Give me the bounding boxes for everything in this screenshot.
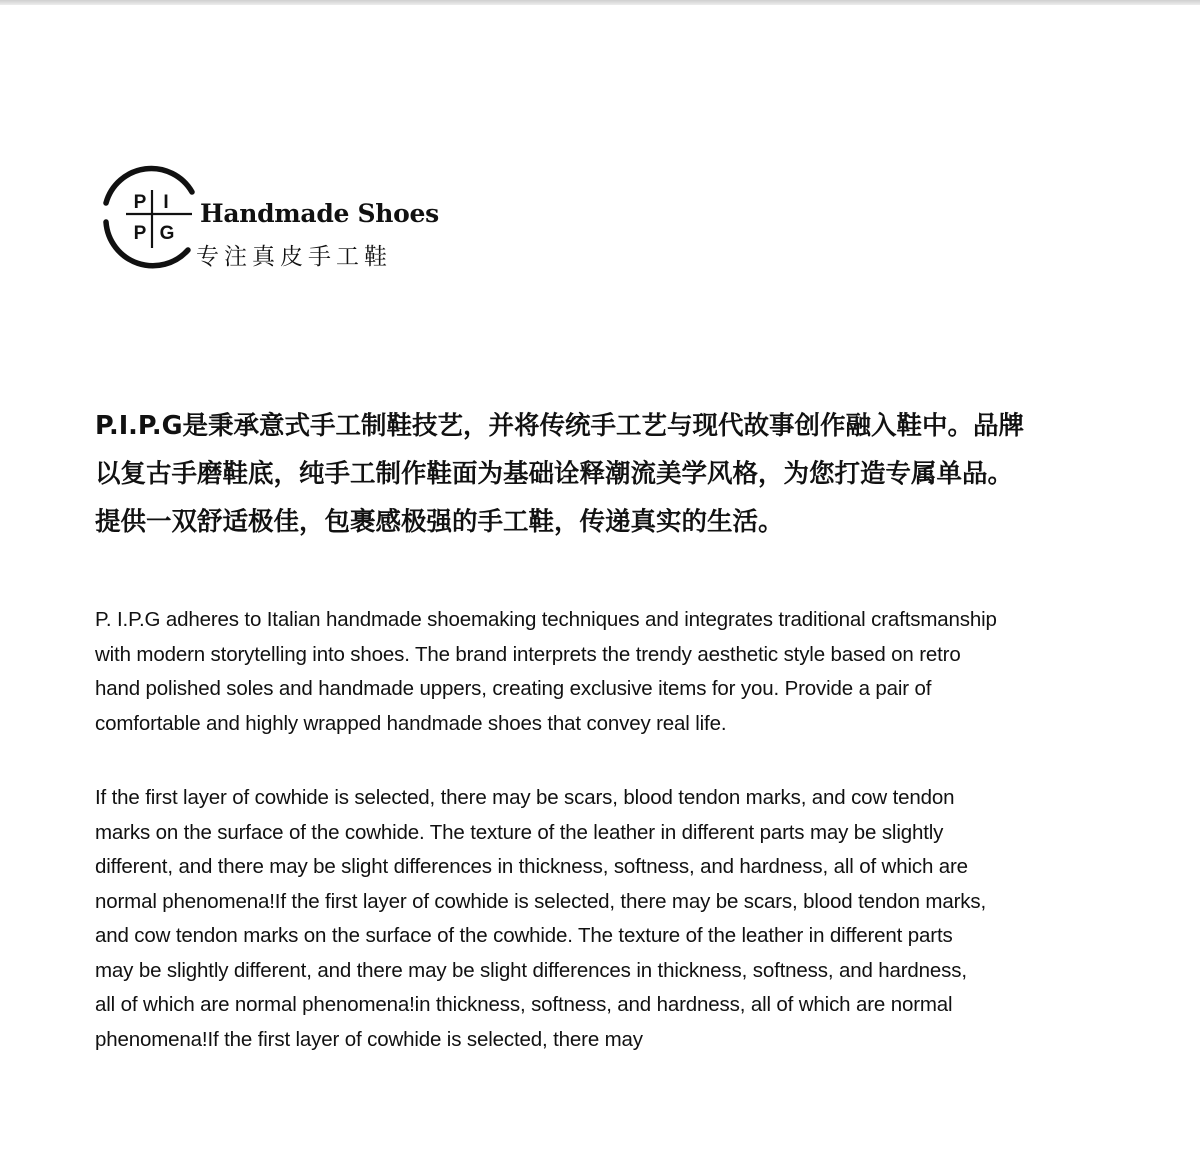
logo-ring-bottom <box>106 222 188 266</box>
top-border <box>0 0 1200 5</box>
paragraph-line: may be slightly different, and there may be slight differences in thickness, softness, and hardness, <box>95 958 967 982</box>
paragraph-line: P.I.P.G是秉承意式手工制鞋技艺，并将传统手工艺与现代故事创作融入鞋中。品牌 <box>95 411 1024 441</box>
logo-letter-g: G <box>159 223 175 244</box>
logo-subtitle: 专注真皮手工鞋 <box>196 244 392 270</box>
leather-note-paragraph <box>95 781 1105 1057</box>
paragraph-line: normal phenomena!If the first layer of cowhide is selected, there may be scars, blood tendon marks, <box>95 889 987 913</box>
paragraph-line: and cow tendon marks on the surface of the cowhide. The texture of the leather in different parts <box>95 924 953 947</box>
paragraph-line: 提供一双舒适极佳，包裹感极强的手工鞋，传递真实的生活。 <box>95 507 784 537</box>
paragraph-line: with modern storytelling into shoes. The brand interprets the trendy aesthetic style based on retro <box>95 642 961 666</box>
brand-logo <box>100 162 439 272</box>
paragraph-line: comfortable and highly wrapped handmade shoes that convey real life. <box>95 711 727 735</box>
pipg-logo-icon <box>100 162 200 270</box>
paragraph-line: phenomena!If the first layer of cowhide is selected, there may <box>95 1027 643 1051</box>
logo-letter-p-top: P <box>133 192 147 213</box>
logo-letter-p-bottom: P <box>133 223 147 244</box>
paragraph-line: P. I.P.G adheres to Italian handmade shoemaking techniques and integrates traditional craftsmanship <box>95 608 997 631</box>
paragraph-line: 以复古手磨鞋底，纯手工制作鞋面为基础诠释潮流美学风格，为您打造专属单品。 <box>95 459 1014 489</box>
intro-english-paragraph <box>95 603 1105 741</box>
intro-chinese-paragraph <box>95 402 1105 546</box>
paragraph-line: all of which are normal phenomena!in thickness, softness, and hardness, all of which are normal <box>95 993 953 1016</box>
paragraph-line: If the first layer of cowhide is selected, there may be scars, blood tendon marks, and cow tendon <box>95 786 955 809</box>
paragraph-line: marks on the surface of the cowhide. The texture of the leather in different parts may be slightly <box>95 820 944 844</box>
paragraph-line: hand polished soles and handmade uppers, creating exclusive items for you. Provide a pair of <box>95 677 932 700</box>
paragraph-line: different, and there may be slight differences in thickness, softness, and hardness, all of which are <box>95 855 968 878</box>
logo-ring-top <box>106 169 192 203</box>
logo-letter-i: I <box>163 192 169 213</box>
logo-title: Handmade Shoes <box>200 199 439 228</box>
